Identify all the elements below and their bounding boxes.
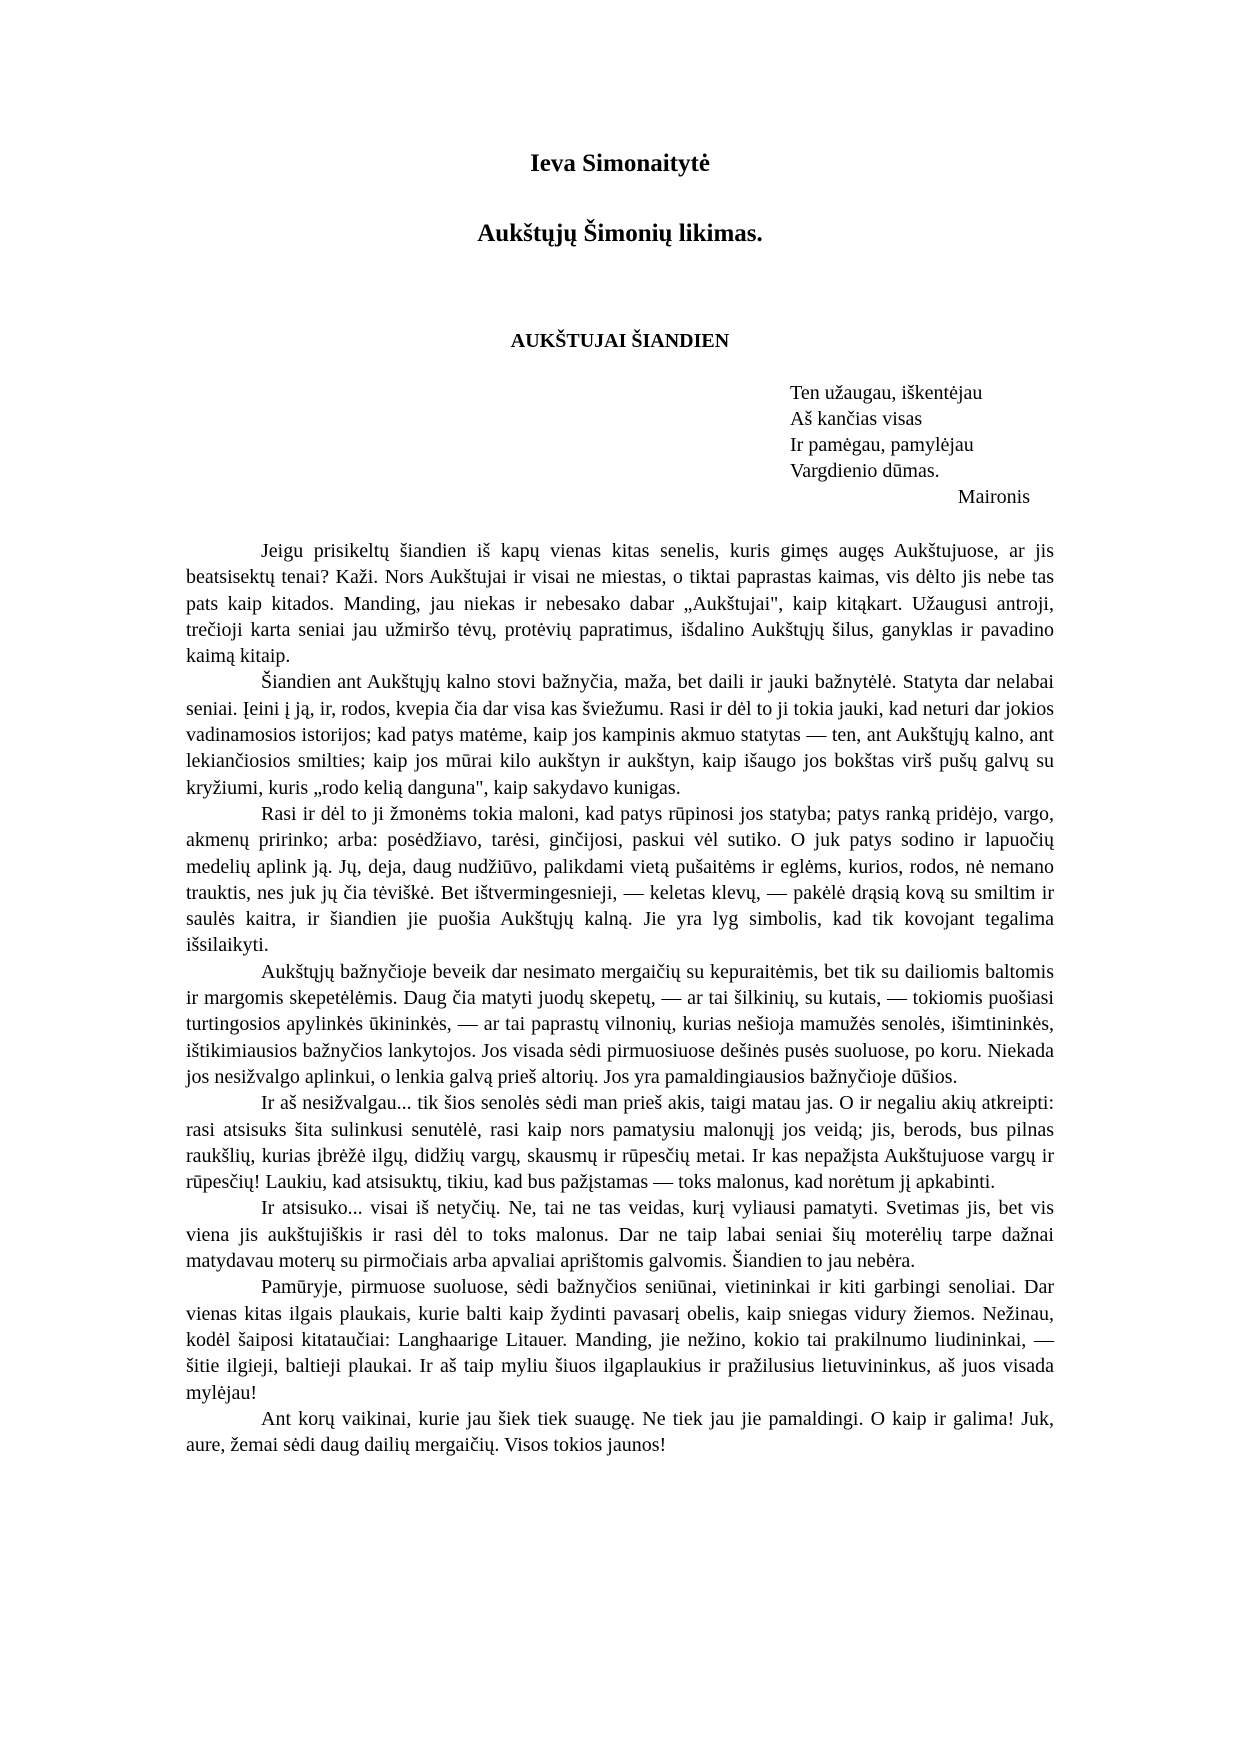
epigraph-line: Ten užaugau, iškentėjau (790, 382, 983, 404)
epigraph-line: Aš kančias visas (790, 408, 923, 430)
paragraph: Ant korų vaikinai, kurie jau šiek tiek suaugę. Ne tiek jau jie pamaldingi. O kaip ir galima! Juk, aure, žemai sėdi daug dailių mergaičių. Visos tokios jaunos! (186, 1407, 1054, 1457)
paragraph: Šiandien ant Aukštųjų kalno stovi bažnyčia, maža, bet daili ir jauki bažnytėlė. Statyta dar nelabai seniai. Įeini į ją, ir, rodos, kvepia čia dar visa kas šviežumu. Rasi ir dėl to ji tokia jauki, kad neturi dar jokios vadinamosios istorijos; kad patys matėme, kaip jos kampinis akmuo statytas — ten, ant Aukštųjų kalno, ant lekiančiosios smilties; kaip jos mūrai kilo aukštyn ir aukštyn, kaip išaugo jos bokštas virš pušų galvų su kryžiumi, kuris „rodo kelią danguna", kaip sakydavo kunigas. (186, 671, 1054, 799)
author-name: Ieva Simonaitytė (530, 150, 710, 177)
epigraph-line: Ir pamėgau, pamylėjau (790, 434, 974, 456)
paragraph: Ir aš nesižvalgau... tik šios senolės sėdi man prieš akis, taigi matau jas. O ir negaliu akių atkreipti: rasi atsisuks šita sulinkusi senutėlė, rasi kaip nors pamatysiu malonųjį jos veidą; jis, berods, bus pilnas raukšlių, kurias įbrėžė ilgų, didžių vargų, skausmų ir rūpesčių metai. Ir kas nepažįsta Aukštujuose vargų ir rūpesčių! Laukiu, kad atsisuktų, tikiu, kad bus pažįstamas — toks malonus, kad norėtum jį apkabinti. (186, 1092, 1054, 1194)
epigraph-line: Vargdienio dūmas. (790, 460, 940, 482)
body-text (186, 538, 1054, 1458)
paragraph: Ir atsisuko... visai iš netyčių. Ne, tai ne tas veidas, kurį vyliausi pamatyti. Svetimas jis, bet vis viena jis aukštujiškis ir rasi dėl to toks malonus. Dar ne taip labai seniai šių moterėlių tarpe dažnai matydavau moterų su pirmočiais arba apvaliai aprištomis galvomis. Šiandien to jau nebėra. (186, 1197, 1054, 1273)
book-title: Aukštųjų Šimonių likimas. (477, 220, 763, 247)
epigraph-attribution: Maironis (957, 486, 1030, 508)
epigraph (790, 380, 1030, 510)
paragraph: Jeigu prisikeltų šiandien iš kapų vienas kitas senelis, kuris gimęs augęs Aukštujuose, ar jis beatsisektų tenai? Kaži. Nors Aukštujai ir visai ne miestas, o tiktai paprastas kaimas, vis dėlto jis nebe tas pats kaip kitados. Manding, jau niekas ir nebesako dabar „Aukštujai", kaip kitąkart. Užaugusi antroji, trečioji karta seniai jau užmiršo tėvų, protėvių papratimus, išdalino Aukštųjų šilus, ganyklas ir pavadino kaimą kitaip. (186, 540, 1054, 668)
paragraph: Rasi ir dėl to ji žmonėms tokia maloni, kad patys rūpinosi jos statyba; patys ranką pridėjo, vargo, akmenų pririnko; arba: posėdžiavo, tarėsi, ginčijosi, paskui vėl sutiko. O juk patys sodino ir lapuočių medelių aplink ją. Jų, deja, daug nudžiūvo, palikdami vietą pušaitėms ir eglėms, kurios, rodos, nė nemano trauktis, nes juk jų čia tėviškė. Bet ištvermingesnieji, — keletas klevų, — pakėlė drąsią kovą su smiltim ir saulės kaitra, ir šiandien jie puošia Aukštųjų kalną. Jie yra lyg simbolis, kad tik kovojant tegalima išsilaikyti. (186, 802, 1054, 957)
chapter-heading: AUKŠTUJAI ŠIANDIEN (510, 330, 730, 352)
paragraph: Pamūryje, pirmuose suoluose, sėdi bažnyčios seniūnai, vietininkai ir kiti garbingi senoliai. Dar vienas kitas ilgais plaukais, kurie balti kaip žydinti pavasarį obelis, kaip sniegas vidury žiemos. Nežinau, kodėl šaiposi kitataučiai: Langhaarige Litauer. Manding, jie nežino, kokio tai prakilnumo liudininkai, — šitie ilgieji, baltieji plaukai. Ir aš taip myliu šiuos ilgaplaukius ir pražilusius lietuvininkus, aš juos visada mylėjau! (186, 1276, 1054, 1404)
paragraph: Aukštųjų bažnyčioje beveik dar nesimato mergaičių su kepuraitėmis, bet tik su dailiomis baltomis ir margomis skepetėlėmis. Daug čia matyti juodų skepetų, — ar tai šilkinių, su kutais, — tokiomis puošiasi turtingosios apylinkės ūkininkės, — ar tai paprastų vilnonių, kurias nešioja mamužės senolės, išimtininkės, ištikimiausios bažnyčios lankytojos. Jos visada sėdi pirmuosiuose dešinės pusės suoluose, po koru. Niekada jos nesižvalgo aplinkui, o lenkia galvą prieš altorių. Jos yra pamaldingiausios bažnyčioje dūšios. (186, 960, 1054, 1088)
